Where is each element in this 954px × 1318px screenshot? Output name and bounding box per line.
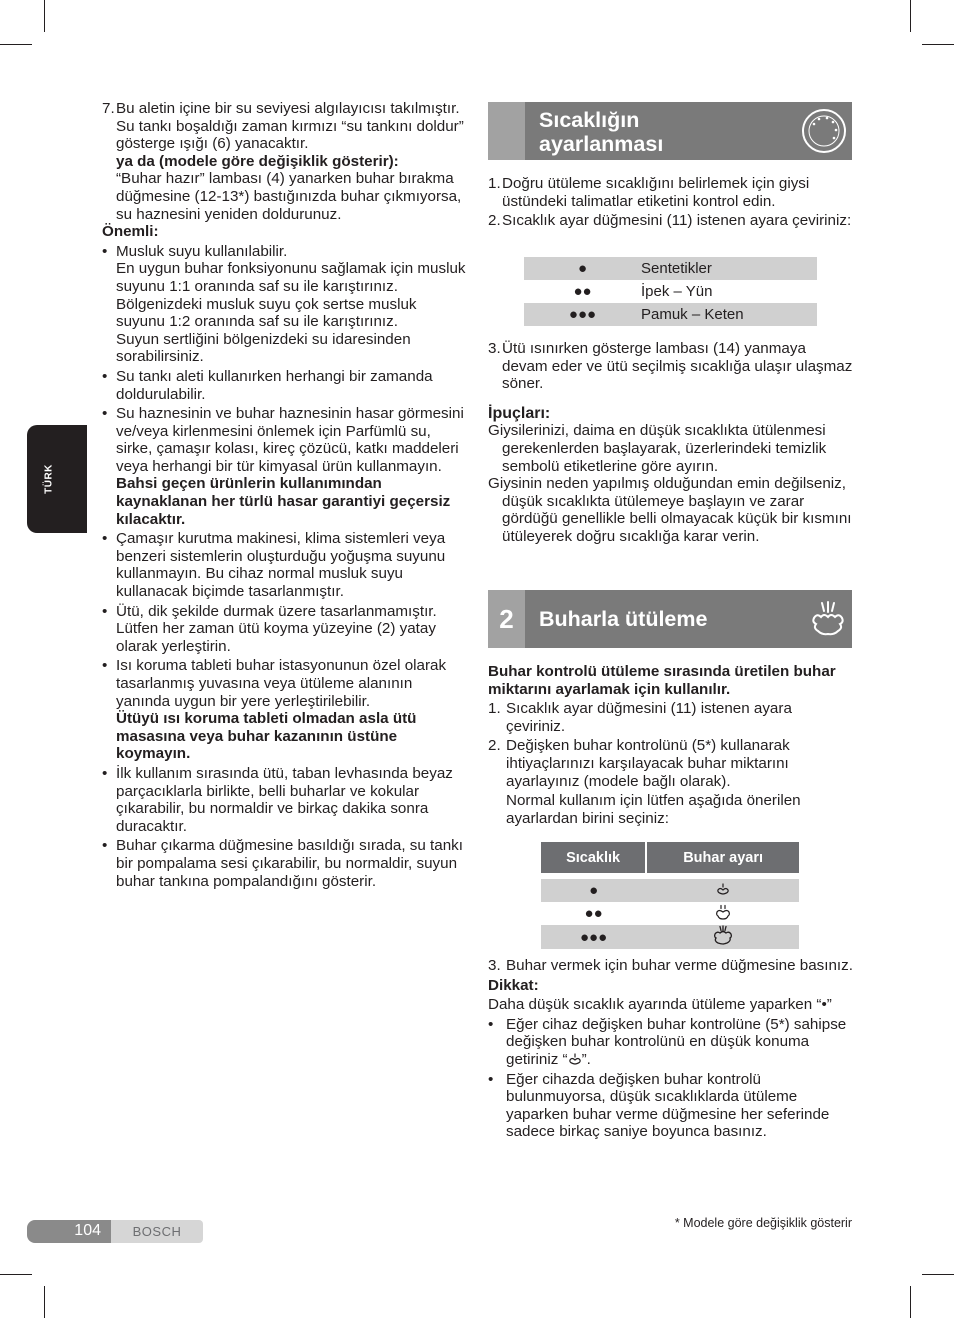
bullet: • [102,764,108,782]
language-tab [27,425,87,533]
steam-notes [488,957,854,1141]
steam-high-icon [713,925,733,945]
steam-intro: Buhar kontrolü ütüleme sırasında üretilen buhar miktarını ayarlamak için kullanılır. [488,663,836,698]
list-item [102,368,468,403]
warning-text: Bahsi geçen ürünlerin kullanımından kaynaklanan her türlü hasar garantiyi geçersiz kılacaktır. [116,475,451,528]
left-column [102,100,468,890]
crop-mark [44,1286,45,1318]
list-item [102,530,468,600]
table-row: ●● [541,902,799,925]
step-2: 2. Sıcaklık ayar düğmesini (11) istenen ayara çeviriniz: [488,212,852,230]
step-alt-text: “Buhar hazır” lambası (4) yanarken buhar bırakma düğmesine (12-13*) bastığınızda buhar çıkmıyorsa, su haznesini yeniden doldurunuz. [116,170,462,223]
list-item-extra: Suyun sertliğini bölgenizdeki su idaresinden sorabilirsiniz. [116,330,411,366]
section-header-temperature [488,102,852,160]
crop-mark [910,0,911,32]
step-1: 1. Sıcaklık ayar düğmesini (11) istenen ayara çeviriniz. [488,700,792,735]
list-item [102,765,468,835]
model-note-bold: ya da (modele göre değişiklik gösterir): [116,152,399,170]
steam-settings-table [541,842,799,949]
crop-mark [0,1274,32,1275]
warning-text: Ütüyü ısı koruma tableti olmadan asla ütü masasına veya buhar kazanının üstüne koymayın. [116,710,417,763]
section-title: Buharla ütüleme [539,607,708,631]
list-item-text: Ütü, dik şekilde durmak üzere tasarlanmamıştır. Lütfen her zaman ütü koyma yüzeyine (2) yatay olarak yerleştirin. [116,602,437,655]
list-item [102,603,468,656]
section-number-tab [488,102,525,160]
caution-text: Daha düşük sıcaklık ayarında ütüleme yaparken “•” [488,996,832,1014]
list-item: • Eğer cihaz değişken buhar kontrolüne (5*) sahipse değişken buhar kontrolünü en düşük konuma getiriniz “ ”. [488,1015,847,1068]
section-number: 2 [488,590,525,648]
step-number: 7. [102,100,115,117]
brand-label: BOSCH [111,1220,203,1243]
crop-mark [44,0,45,32]
crop-mark [922,44,954,45]
important-heading: Önemli: [102,223,159,241]
table-row: ●● İpek – Yün [573,283,713,300]
steam-low-icon [568,1053,582,1065]
step-7 [102,100,468,223]
list-item-extra: En uygun buhar fonksiyonunu sağlamak için musluk suyunu 1:1 oranında saf su ile karıştırınız. Bölgenizdeki musluk suyu çok sertse musluk suyunu 1:2 oranında saf su ile karıştırınız. [116,260,466,331]
language-tab-label: TÜRK [43,464,55,494]
table-header: Buhar ayarı [646,842,799,873]
crop-mark [0,44,32,45]
list-item: • Eğer cihazda değişken buhar kontrolü bulunmuyorsa, düşük sıcaklıklarda ütüleme yaparken buhar verme düğmesine her seferinde sadece birkaç saniye boyunca basınız. [488,1070,830,1141]
bullet: • [488,1015,494,1033]
bullet: • [102,242,108,260]
page-number: 104 [74,1222,101,1239]
temperature-table [524,257,817,326]
table-row: ●●● [541,925,799,949]
list-item [102,243,468,366]
steam-icon [810,600,846,638]
caution-heading: Dikkat: [488,976,539,994]
step-text: Bu aletin içine bir su seviyesi algılayıcısı takılmıştır. Su tankı boşaldığı zaman kırmızı “su tankını doldur” gösterge ışığı (6) yanacaktır. [116,100,464,153]
table-header-row [541,842,799,873]
temperature-dial-icon [800,107,848,155]
list-item [102,837,468,890]
crop-mark [910,1286,911,1318]
steam-steps [488,663,854,827]
list-item-text: Çamaşır kurutma makinesi, klima sistemleri veya benzeri sistemlerin oluşturduğu yoğuşma suyunu kullanmayın. Bu cihaz normal musluk suyu kullanacak biçimde tasarlanmıştır. [116,530,446,601]
list-item-text: Buhar çıkarma düğmesine basıldığı sırada, su tankı bir pompalama sesi çıkarabilir, bu normaldir, suyun buhar tankına pompalandığını gösterir. [116,837,463,890]
bullet: • [488,1070,494,1088]
steam-medium-icon [715,904,731,920]
tips-heading: İpuçları: [488,404,551,422]
section-header-steam [488,590,852,648]
step-3: 3. Ütü ısınırken gösterge lambası (14) yanmaya devam eder ve ütü seçilmiş sıcaklığa ulaşır ulaşmaz söner. [488,340,853,393]
list-item [102,657,468,763]
tip-text: Giysilerinizi, daima en düşük sıcaklıkta ütülenmesi gerekenlerden başlayarak, üzerlerindeki temizlik sembolü etiketlerine göre ayırın. [488,422,827,475]
bullet: • [102,405,108,423]
temperature-notes [488,340,854,546]
list-item-text: Su tankı aleti kullanırken herhangi bir zamanda doldurulabilir. [116,367,433,403]
bullet: • [102,367,108,385]
steam-low-icon [716,882,730,896]
table-row: ●●● Pamuk – Keten [524,303,817,326]
list-item-text: Su haznesinin ve buhar haznesinin hasar görmesini ve/veya kirlenmesini önlemek için Parfümlü su, sirke, çamaşır kolası, kireç çözücü, katkı maddeleri veya herhangi bir tür kimyasal ürün kullanmayın. [116,405,464,475]
temperature-steps [488,175,854,230]
footnote: * Modele göre değişiklik gösterir [674,1216,852,1230]
table-row: ● Sentetikler [524,257,817,280]
step-3: 3. Buhar vermek için buhar verme düğmesine basınız. [488,957,853,974]
crop-mark [922,1274,954,1275]
bullet: • [102,530,108,548]
list-item-text: Musluk suyu kullanılabilir. [116,242,288,260]
list-item [102,405,468,528]
bullet: • [102,837,108,855]
table-row: ● [541,879,799,902]
tip-text: Giysinin neden yapılmış olduğundan emin değilseniz, düşük sıcaklıkta ütülemeye başlayın ve zarar gördüğü genellikle belli olmayacak küçük bir kısmını ütüleyerek doğru sıcaklığa karar verin. [488,475,852,545]
step-2: 2. Değişken buhar kontrolünü (5*) kullanarak ihtiyaçlarınızı karşılayacak buhar miktarını ayarlayınız (modele bağlı olarak). Normal kullanım için lütfen aşağıda önerilen ayarlardan birini seçiniz: [488,737,801,827]
page-number-box [27,1220,111,1243]
section-title: Sıcaklığın ayarlanması [539,108,664,156]
bullet: • [102,657,108,675]
list-item-text: İlk kullanım sırasında ütü, taban levhasında beyaz parçacıklarla birlikte, belli buharlar ve kokular çıkarabilir, bu normaldir ve birkaç dakika sonra duracaktır. [116,764,453,835]
list-item-text: Isı koruma tableti buhar istasyonunun özel olarak tasarlanmış yuvasına veya ütüleme alanının yanında uygun bir yere yerleştirilebilir. [116,657,447,710]
bullet: • [102,602,108,620]
step-1: 1. Doğru ütüleme sıcaklığını belirlemek için giysi üstündeki talimatlar etiketini kontrol edin. [488,175,810,210]
table-header: Sıcaklık [541,842,646,873]
